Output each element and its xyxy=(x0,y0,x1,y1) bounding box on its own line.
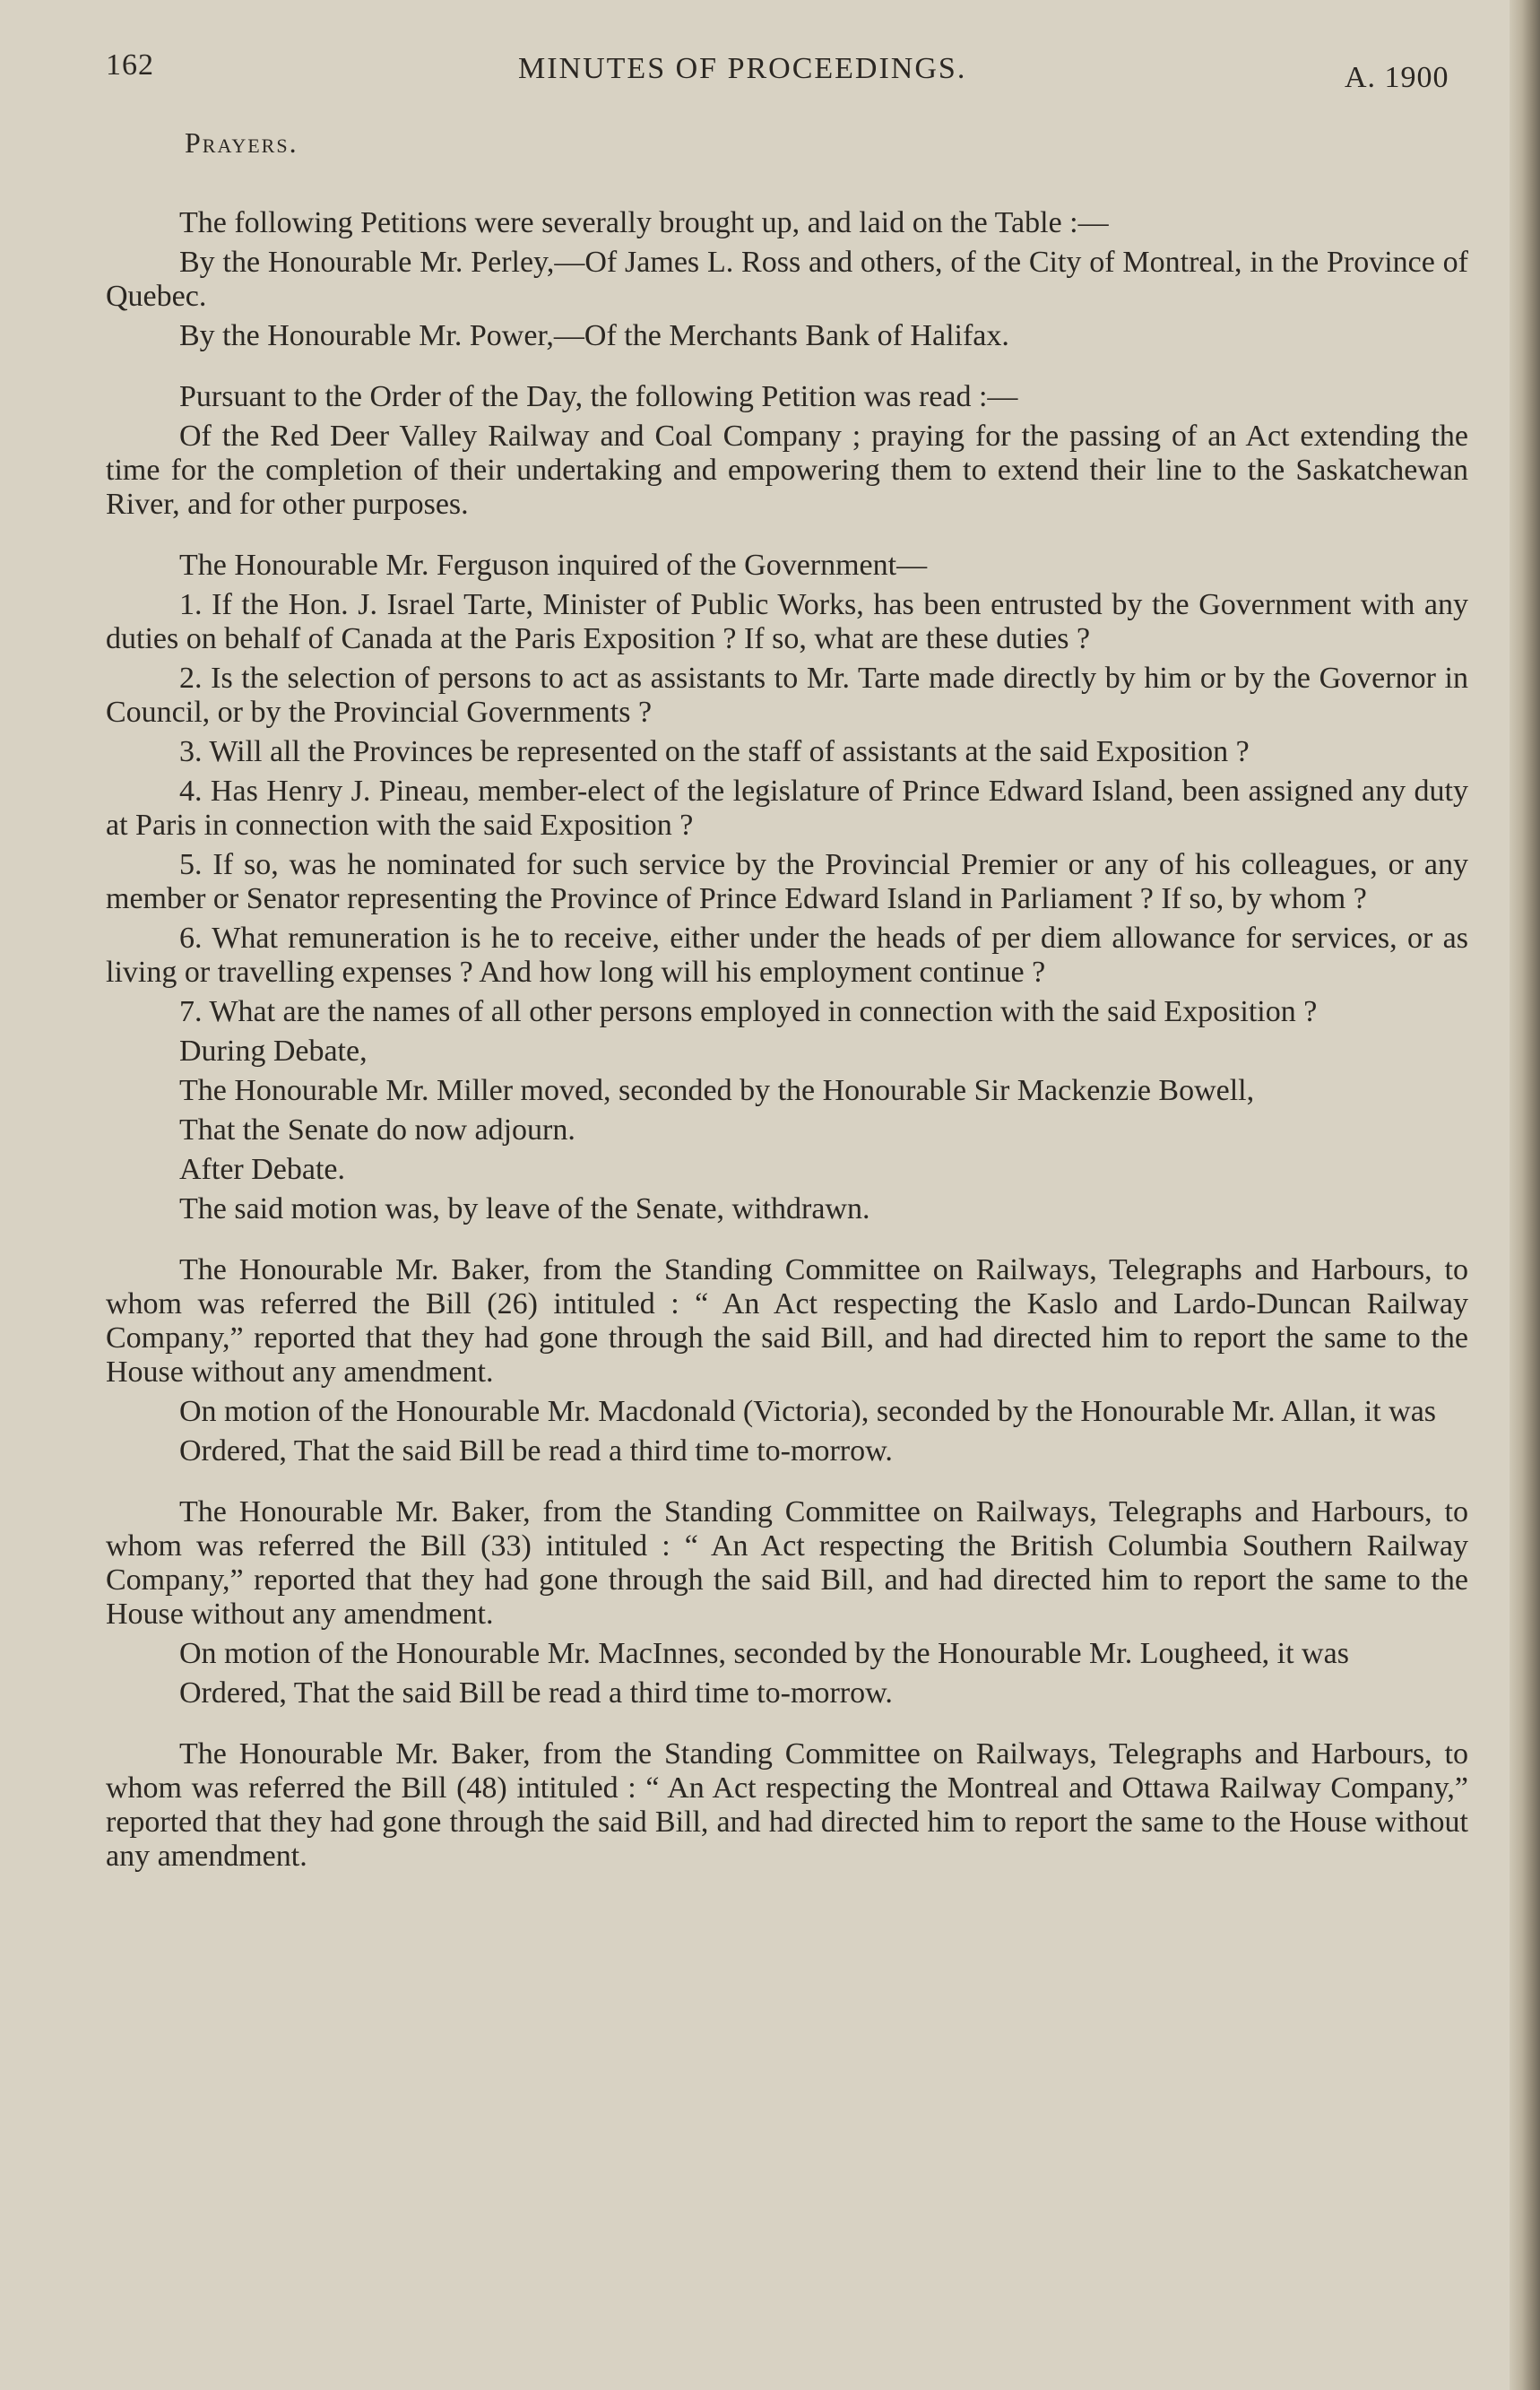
question-item: 1. If the Hon. J. Israel Tarte, Minister of Public Works, has been entrusted by the Government with any duties on behalf of Canada at the Paris Exposition ? If so, what are these duties ? xyxy=(106,588,1468,655)
paragraph: That the Senate do now adjourn. xyxy=(179,1113,575,1147)
page-number: 162 xyxy=(106,48,154,82)
question-item: 6. What remuneration is he to receive, either under the heads of per diem allowance for services, or as living or travelling expenses ? And how long will his employment continue ? xyxy=(106,922,1468,989)
running-header xyxy=(0,36,1540,99)
paragraph: The Honourable Mr. Ferguson inquired of the Government— xyxy=(179,549,928,582)
book-spine-shadow xyxy=(1510,0,1540,2390)
page-title: MINUTES OF PROCEEDINGS. xyxy=(518,52,967,85)
year-label: A. 1900 xyxy=(1345,61,1449,94)
body-text xyxy=(106,126,1468,1879)
section-heading: Prayers. xyxy=(185,126,298,159)
paragraph: The Honourable Mr. Miller moved, seconded by the Honourable Sir Mackenzie Bowell, xyxy=(179,1074,1255,1107)
paragraph: The said motion was, by leave of the Senate, withdrawn. xyxy=(179,1192,870,1225)
paragraph: Ordered, That the said Bill be read a third time to-morrow. xyxy=(179,1676,893,1710)
paragraph: On motion of the Honourable Mr. MacInnes, seconded by the Honourable Mr. Lougheed, it was xyxy=(179,1637,1349,1670)
question-item: 4. Has Henry J. Pineau, member-elect of the legislature of Prince Edward Island, been assigned any duty at Paris in connection with the said Exposition ? xyxy=(106,775,1468,842)
question-item: 2. Is the selection of persons to act as assistants to Mr. Tarte made directly by him or by the Governor in Council, or by the Provincial Governments ? xyxy=(106,662,1468,729)
paragraph: During Debate, xyxy=(179,1035,368,1068)
paragraph: After Debate. xyxy=(179,1153,346,1186)
paragraph: The Honourable Mr. Baker, from the Standing Committee on Railways, Telegraphs and Harbours, to whom was referred the Bill (33) intituled : “ An Act respecting the British Columbia Southern Railway Company,” reported that they had gone through the said Bill, and had directed him to report the same to the House without any amendment. xyxy=(106,1495,1468,1631)
paragraph: The Honourable Mr. Baker, from the Standing Committee on Railways, Telegraphs and Harbours, to whom was referred the Bill (48) intituled : “ An Act respecting the Montreal and Ottawa Railway Company,” reported that they had gone through the said Bill, and had directed him to report the same to the House without any amendment. xyxy=(106,1737,1468,1873)
paragraph: Pursuant to the Order of the Day, the following Petition was read :— xyxy=(179,380,1018,413)
paragraph: By the Honourable Mr. Perley,—Of James L. Ross and others, of the City of Montreal, in the Province of Quebec. xyxy=(106,246,1468,313)
question-item: 5. If so, was he nominated for such service by the Provincial Premier or any of his colleagues, or any member or Senator representing the Province of Prince Edward Island in Parliament ? If so, by whom ? xyxy=(106,848,1468,915)
paragraph: The Honourable Mr. Baker, from the Standing Committee on Railways, Telegraphs and Harbours, to whom was referred the Bill (26) intituled : “ An Act respecting the Kaslo and Lardo-Duncan Railway Company,” reported that they had gone through the said Bill, and had directed him to report the same to the House without any amendment. xyxy=(106,1253,1468,1389)
paragraph: The following Petitions were severally brought up, and laid on the Table :— xyxy=(179,206,1109,239)
question-item: 3. Will all the Provinces be represented on the staff of assistants at the said Exposition ? xyxy=(179,735,1250,768)
paragraph: By the Honourable Mr. Power,—Of the Merchants Bank of Halifax. xyxy=(179,319,1009,352)
question-item: 7. What are the names of all other persons employed in connection with the said Exposition ? xyxy=(179,995,1318,1028)
paragraph: Ordered, That the said Bill be read a third time to-morrow. xyxy=(179,1434,893,1468)
paragraph: Of the Red Deer Valley Railway and Coal Company ; praying for the passing of an Act extending the time for the completion of their undertaking and empowering them to extend their line to the Saskatchewan River, and for other purposes. xyxy=(106,420,1468,521)
paragraph: On motion of the Honourable Mr. Macdonald (Victoria), seconded by the Honourable Mr. Allan, it was xyxy=(179,1395,1437,1428)
